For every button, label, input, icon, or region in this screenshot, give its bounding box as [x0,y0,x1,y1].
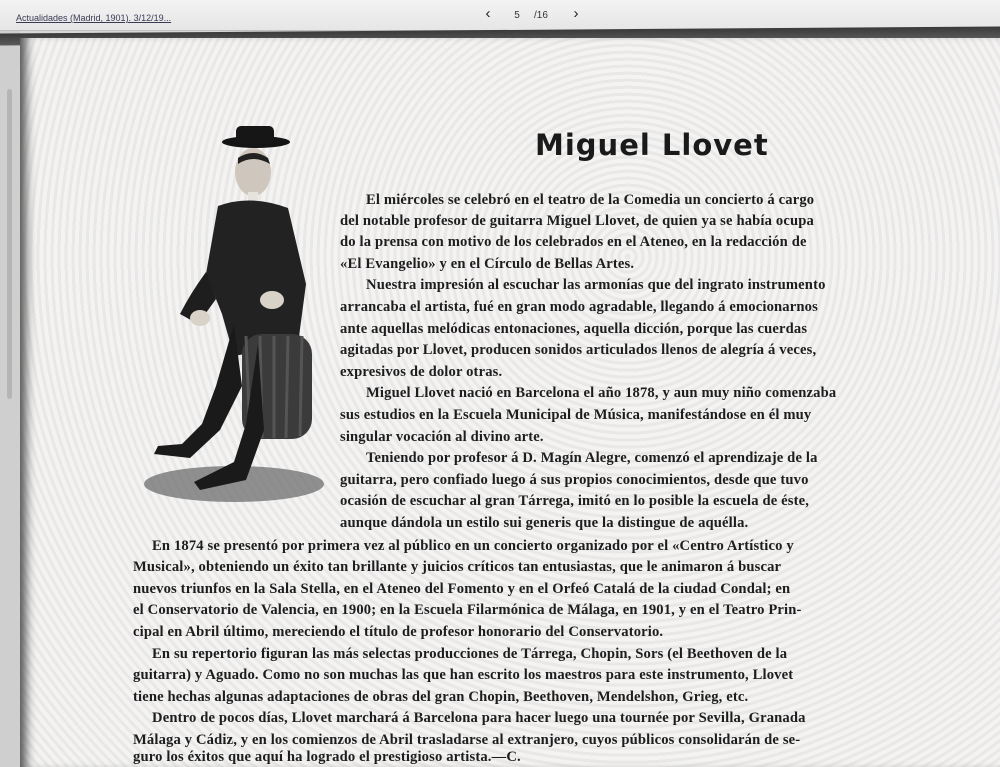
article-line: guitarra, pero confiado luego á sus propios conocimientos, desde que tuvo [340,472,809,488]
document-title-link[interactable]: Actualidades (Madrid, 1901). 3/12/19... [16,13,172,23]
article-line: Musical», obteniendo un éxito tan brillante y juicios críticos tan entusiastas, que le animaron á buscar [133,559,782,575]
article-line: sus estudios en la Escuela Municipal de Música, manifestándose en él muy [340,407,812,423]
current-page-number[interactable]: 5 [514,10,520,21]
article-line: El miércoles se celebró en el teatro de la Comedia un concierto á cargo [366,192,815,208]
article-line: del notable profesor de guitarra Miguel Llovet, de quien ya se había ocupa [340,213,814,229]
article-line: el Conservatorio de Valencia, en 1900; en la Escuela Filarmónica de Málaga, en 1901, y en el Teatro Prin- [133,602,802,618]
article-title: Miguel Llovet [535,128,769,162]
article-line: ocasión de escuchar al gran Tárrega, imitó en lo posible la escuela de éste, [340,493,810,509]
article-line: Miguel Llovet nació en Barcelona el año 1878, y aun muy niño comenzaba [366,385,837,401]
next-page-icon[interactable]: › [573,5,579,22]
article-line: Nuestra impresión al escuchar las armonías que del ingrato instrumento [366,277,826,293]
article-line: arrancaba el artista, fué en gran modo agradable, llegando á emocionarnos [340,299,818,315]
article-line: expresivos de dolor otras. [340,364,503,380]
article-line: aunque dándola un estilo sui generis que la distingue de aquélla. [340,515,749,531]
article-line: En su repertorio figuran las más selectas producciones de Tárrega, Chopin, Sors (el Beethoven de la [152,646,788,662]
article-line: cipal en Abril último, mereciendo el título de profesor honorario del Conservatorio. [133,624,664,640]
article-line: Málaga y Cádiz, y en los comienzos de Abril trasladarse al extranjero, cuyos públicos consolidarán de se- [133,732,801,748]
article-line: Dentro de pocos días, Llovet marchará á Barcelona para hacer luego una tournée por Sevilla, Granada [152,710,806,726]
article-line: En 1874 se presentó por primera vez al público en un concierto organizado por el «Centro Artístico y [152,538,794,554]
article-line: guro los éxitos que aquí ha logrado el prestigioso artista.—C. [133,749,521,765]
article-line: nuevos triunfos en la Sala Stella, en el Ateneo del Fomento y en el Orfeó Catalá de la ciudad Condal; en [133,581,791,597]
article-line: «El Evangelio» y en el Círculo de Bellas Artes. [340,256,635,272]
article-line: singular vocación al divino arte. [340,429,544,445]
article-line: do la prensa con motivo de los celebrados en el Ateneo, en la redacción de [340,234,807,250]
article-line: guitarra) y Aguado. Como no son muchas las que han escrito los maestros para este instrumento, Llovet [133,667,794,683]
total-pages: /16 [534,10,548,21]
article-line: agitadas por Llovet, producen sonidos articulados llenos de alegría á veces, [340,342,817,358]
article-line: tiene hechas algunas adaptaciones de obras del gran Chopin, Beethoven, Mendelshon, Grieg, etc. [133,689,749,705]
previous-page-icon[interactable]: ‹ [485,5,491,22]
article-line: Teniendo por profesor á D. Magín Alegre, comenzó el aprendizaje de la [366,450,818,466]
article-line: ante aquellas melódicas entonaciones, aquella dicción, porque las cuerdas [340,321,808,337]
